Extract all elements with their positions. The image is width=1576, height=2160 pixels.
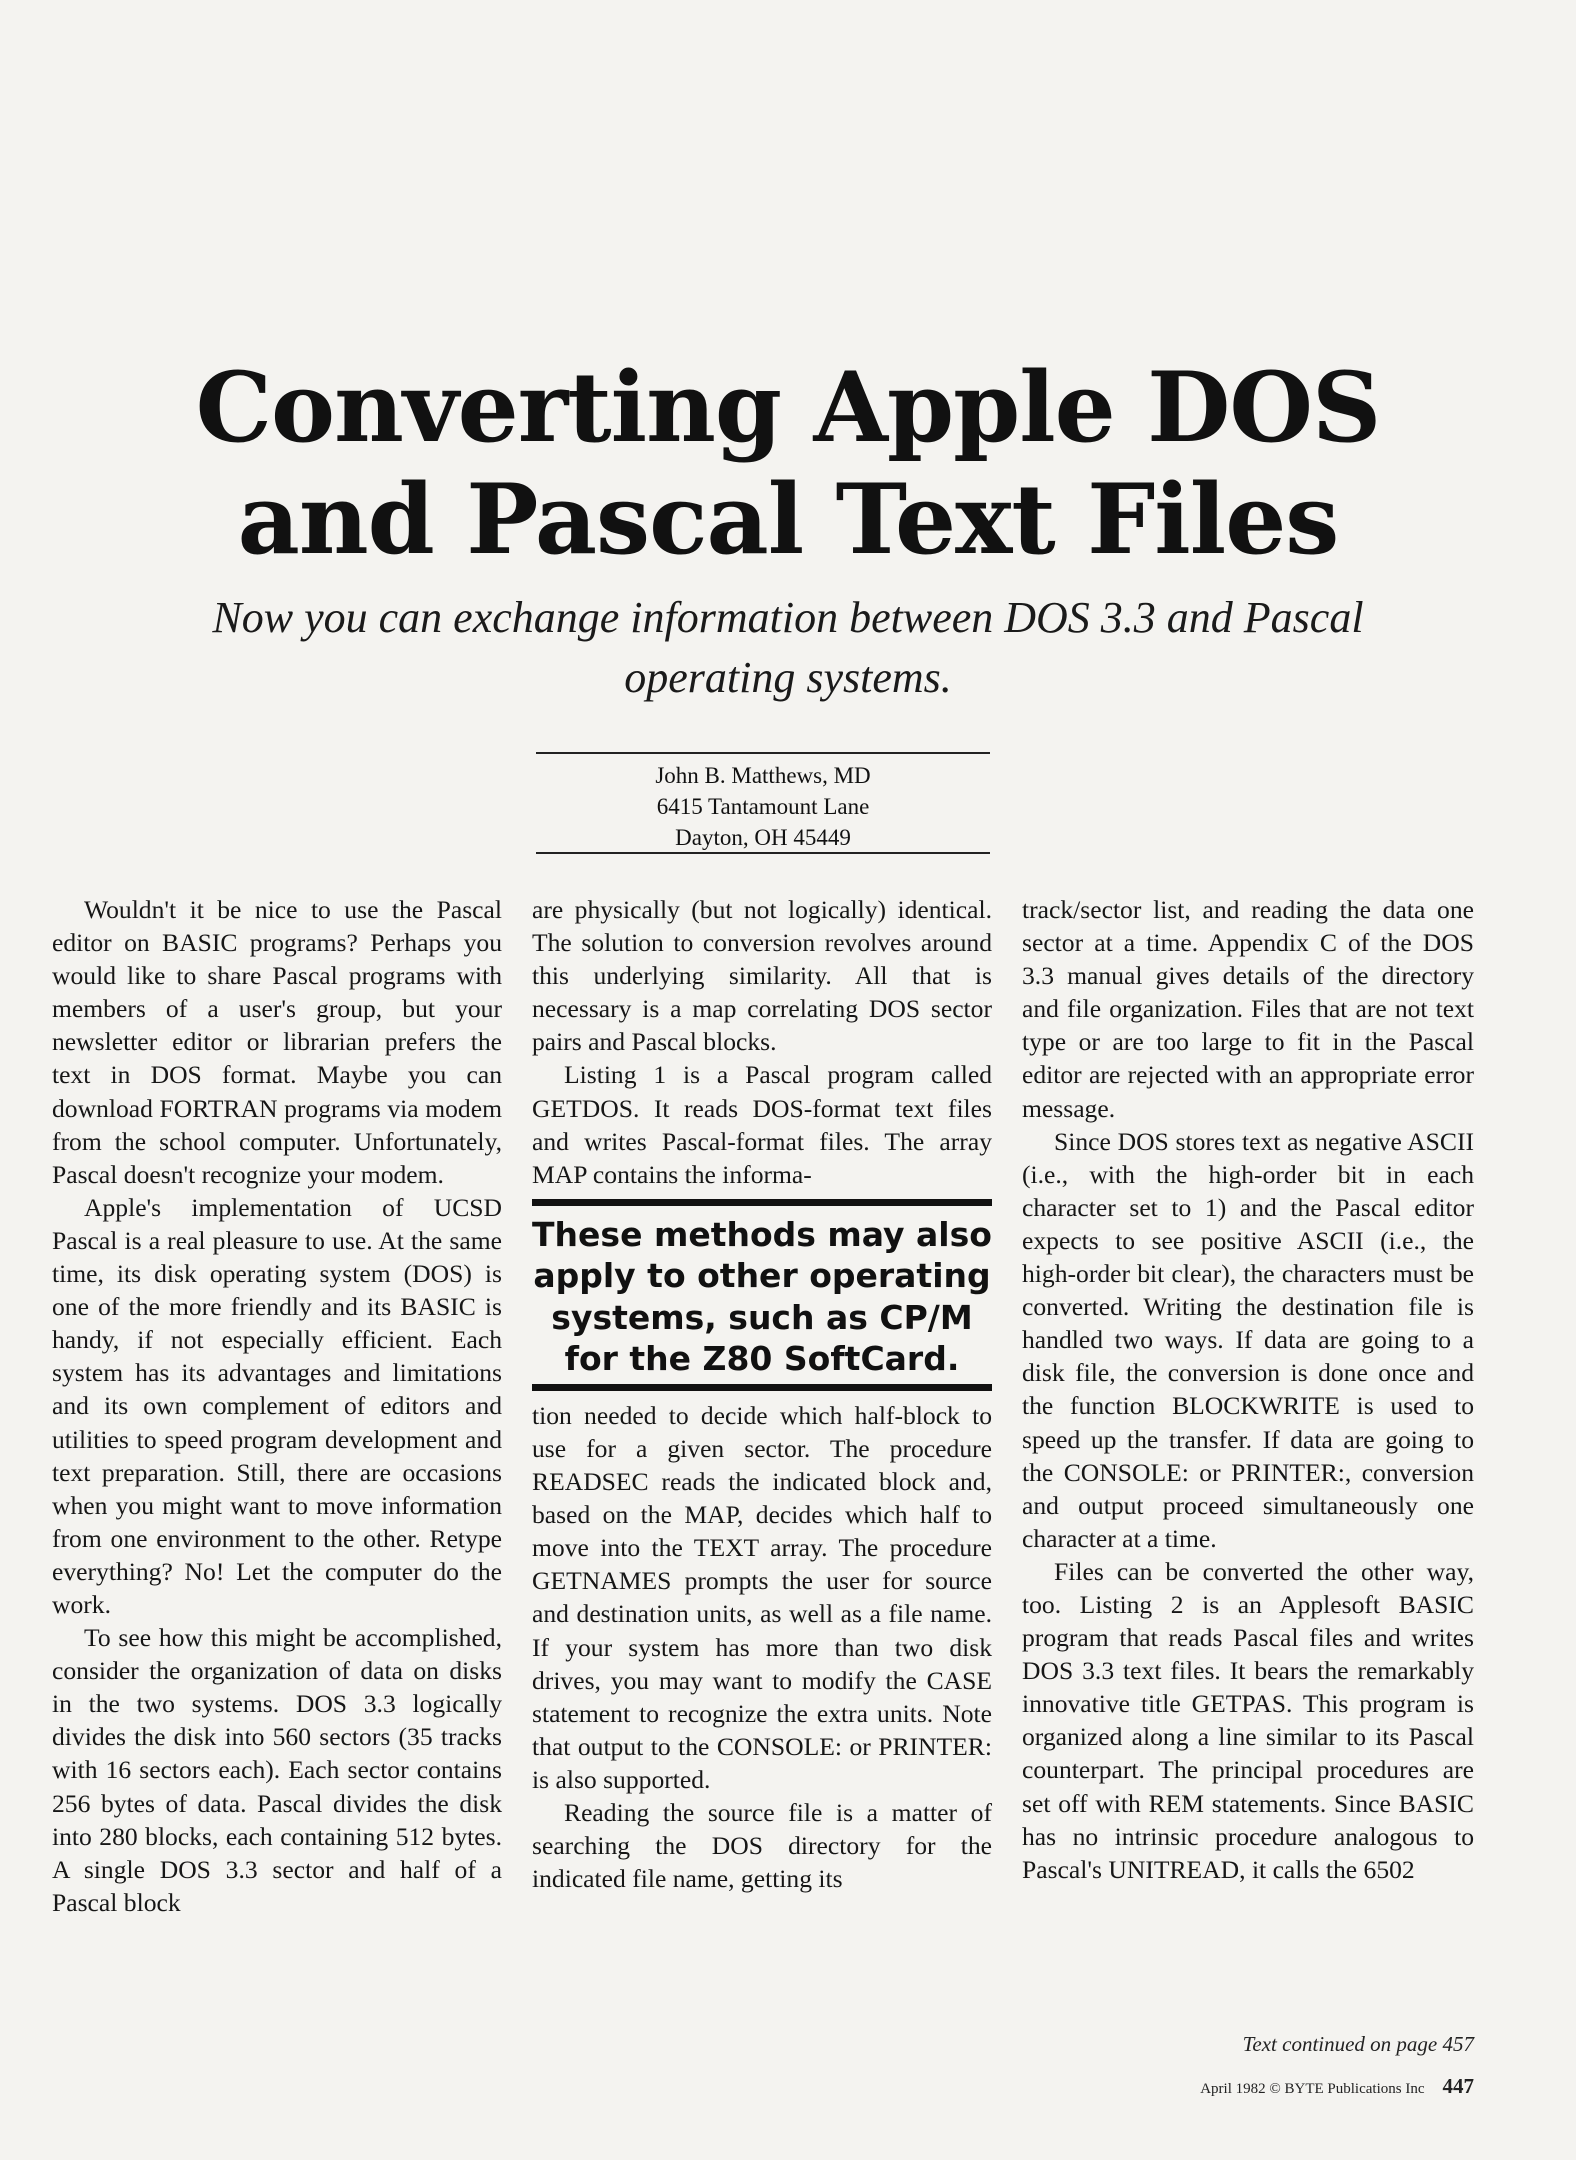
subtitle-line-1: Now you can exchange information between DOS 3.3 and Pascal xyxy=(212,593,1364,642)
title-line-1: Converting Apple DOS xyxy=(195,351,1381,464)
paragraph: Since DOS stores text as negative ASCII (i.e., with the high-order bit in each character set to 1) and the Pascal editor expects to see positive ASCII (i.e., the high-order bit clear), the characters must be converted. Writing the destination file is handled two ways. If data are going to a disk file, the conversion is done once and the function BLOCKWRITE is used to speed up the transfer. If data are going to the CONSOLE: or PRINTER:, conversion and output proceed simultaneously one character at a time. xyxy=(1022,1126,1474,1553)
paragraph: Wouldn't it be nice to use the Pascal editor on BASIC programs? Perhaps you would like to share Pascal programs with members of a user's group, but your newsletter editor or librarian prefers the text in DOS format. Maybe you can download FORTRAN programs via modem from the school computer. Unfortunately, Pascal doesn't recognize your modem. xyxy=(52,895,502,1189)
title-line-2: and Pascal Text Files xyxy=(237,463,1339,576)
body-column-3 xyxy=(1022,893,1474,1886)
author-city: Dayton, OH 45449 xyxy=(675,825,851,850)
article-title xyxy=(0,352,1576,576)
paragraph: Reading the source file is a matter of searching the DOS directory for the indicated file name, getting its xyxy=(532,1797,992,1894)
paragraph: Apple's implementation of UCSD Pascal is a real pleasure to use. At the same time, its disk operating system (DOS) is one of the more friendly and its BASIC is handy, if not especially efficient. Each system has its advantages and limitations and its own complement of editors and utilities to speed program development and text preparation. Still, there are occasions when you might want to move information from one environment to the other. Retype everything? No! Let the computer do the work. xyxy=(52,1192,502,1619)
subtitle-line-2: operating systems. xyxy=(624,653,952,702)
paragraph: are physically (but not logically) identical. The solution to conversion revolves around this underlying similarity. All that is necessary is a map correlating DOS sector pairs and Pascal blocks. xyxy=(532,895,992,1057)
paragraph: Files can be converted the other way, too. Listing 2 is an Applesoft BASIC program that reads Pascal files and writes DOS 3.3 text files. It bears the remarkably innovative title GETPAS. This program is organized along a line similar to its Pascal counterpart. The principal procedures are set off with REM statements. Since BASIC has no intrinsic procedure analogous to Pascal's UNITREAD, it calls the 6502 xyxy=(1022,1556,1474,1884)
body-column-2 xyxy=(532,893,992,1895)
paragraph: track/sector list, and reading the data one sector at a time. Appendix C of the DOS 3.3 manual gives details of the directory and file organization. Files that are not text type or are too large to fit in the Pascal editor are rejected with an appropriate error message. xyxy=(1022,895,1474,1123)
byline-bottom-rule xyxy=(536,852,990,854)
pull-quote: These methods may also apply to other operating systems, such as CP/M for the Z80 SoftCard. xyxy=(532,1199,992,1391)
paragraph: tion needed to decide which half-block to use for a given sector. The procedure READSEC reads the indicated block and, based on the MAP, decides which half to move into the TEXT array. The procedure GETNAMES prompts the user for source and destination units, as well as a file name. If your system has more than two disk drives, you may want to modify the CASE statement to recognize the extra units. Note that output to the CONSOLE: or PRINTER: is also supported. xyxy=(532,1400,992,1794)
byline-top-rule xyxy=(536,752,990,754)
continued-note: Text continued on page 457 xyxy=(1242,2032,1474,2056)
author-name: John B. Matthews, MD xyxy=(655,763,871,788)
author-street: 6415 Tantamount Lane xyxy=(656,794,870,819)
author-byline xyxy=(536,760,990,853)
page-footer xyxy=(1200,2074,1474,2099)
paragraph: To see how this might be accomplished, consider the organization of data on disks in the two systems. DOS 3.3 logically divides the disk into 560 sectors (35 tracks with 16 sectors each). Each sector contains 256 bytes of data. Pascal divides the disk into 280 blocks, each containing 512 bytes. A single DOS 3.3 sector and half of a Pascal block xyxy=(52,1623,502,1917)
body-column-1 xyxy=(52,893,502,1919)
publication-credit: April 1982 © BYTE Publications Inc xyxy=(1200,2081,1425,2097)
page-number: 447 xyxy=(1442,2074,1474,2098)
paragraph: Listing 1 is a Pascal program called GETDOS. It reads DOS-format text files and writes Pascal-format files. The array MAP contains the informa- xyxy=(532,1060,992,1189)
article-subtitle xyxy=(40,588,1536,708)
